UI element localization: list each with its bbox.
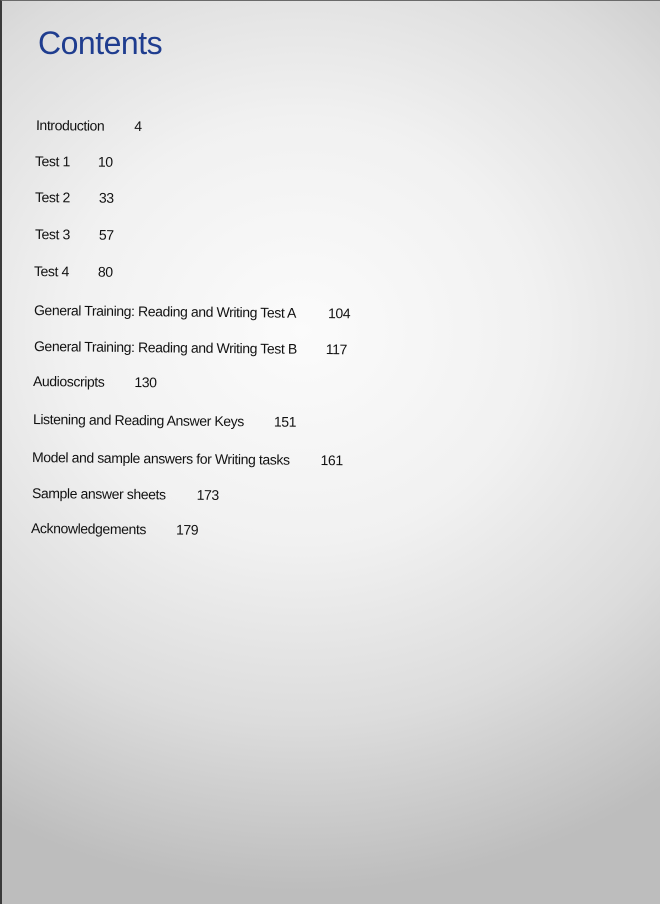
toc-entry-sample-answer-sheets xyxy=(32,485,219,503)
toc-entry-label: Listening and Reading Answer Keys xyxy=(32,411,245,430)
toc-entry-answer-keys xyxy=(33,411,296,430)
toc-entry-label: Audioscripts xyxy=(32,373,105,390)
toc-entry-page: 4 xyxy=(134,118,142,135)
toc-entry-label: General Training: Reading and Writing Test A xyxy=(33,302,297,321)
toc-entry-label: Introduction xyxy=(35,117,105,134)
toc-entry-general-training-test-b xyxy=(34,338,347,357)
toc-entry-page: 151 xyxy=(273,413,297,430)
toc-entry-page: 179 xyxy=(175,521,199,538)
toc-entry-general-training-test-a xyxy=(34,302,350,321)
toc-entry-page: 173 xyxy=(196,486,219,503)
toc-entry-label: Test 2 xyxy=(34,189,71,206)
toc-entry-page: 130 xyxy=(134,374,157,391)
table-of-contents xyxy=(2,1,660,904)
toc-entry-test-4 xyxy=(34,263,113,280)
toc-entry-test-1 xyxy=(35,153,113,170)
toc-entry-page: 57 xyxy=(98,226,114,243)
toc-entry-label: General Training: Reading and Writing Test B xyxy=(33,338,297,357)
toc-entry-label: Test 4 xyxy=(33,263,70,280)
toc-entry-model-answers xyxy=(32,449,343,468)
toc-entry-label: Acknowledgements xyxy=(30,520,147,538)
toc-entry-test-3 xyxy=(35,226,114,243)
toc-entry-label: Test 1 xyxy=(34,153,71,170)
toc-entry-page: 161 xyxy=(320,452,343,469)
toc-entry-page: 117 xyxy=(325,341,348,358)
toc-entry-acknowledgements xyxy=(31,520,198,538)
toc-entry-test-2 xyxy=(35,189,114,206)
toc-entry-page: 33 xyxy=(98,189,114,206)
toc-entry-page: 104 xyxy=(327,305,351,322)
toc-entry-page: 80 xyxy=(97,263,113,280)
toc-entry-page: 10 xyxy=(97,153,113,170)
toc-entry-audioscripts xyxy=(33,373,157,390)
toc-entry-label: Model and sample answers for Writing tasks xyxy=(31,449,290,468)
page-title: Contents xyxy=(38,25,163,61)
toc-entry-introduction xyxy=(36,117,142,134)
toc-entry-label: Sample answer sheets xyxy=(31,485,166,503)
toc-entry-label: Test 3 xyxy=(34,226,71,243)
